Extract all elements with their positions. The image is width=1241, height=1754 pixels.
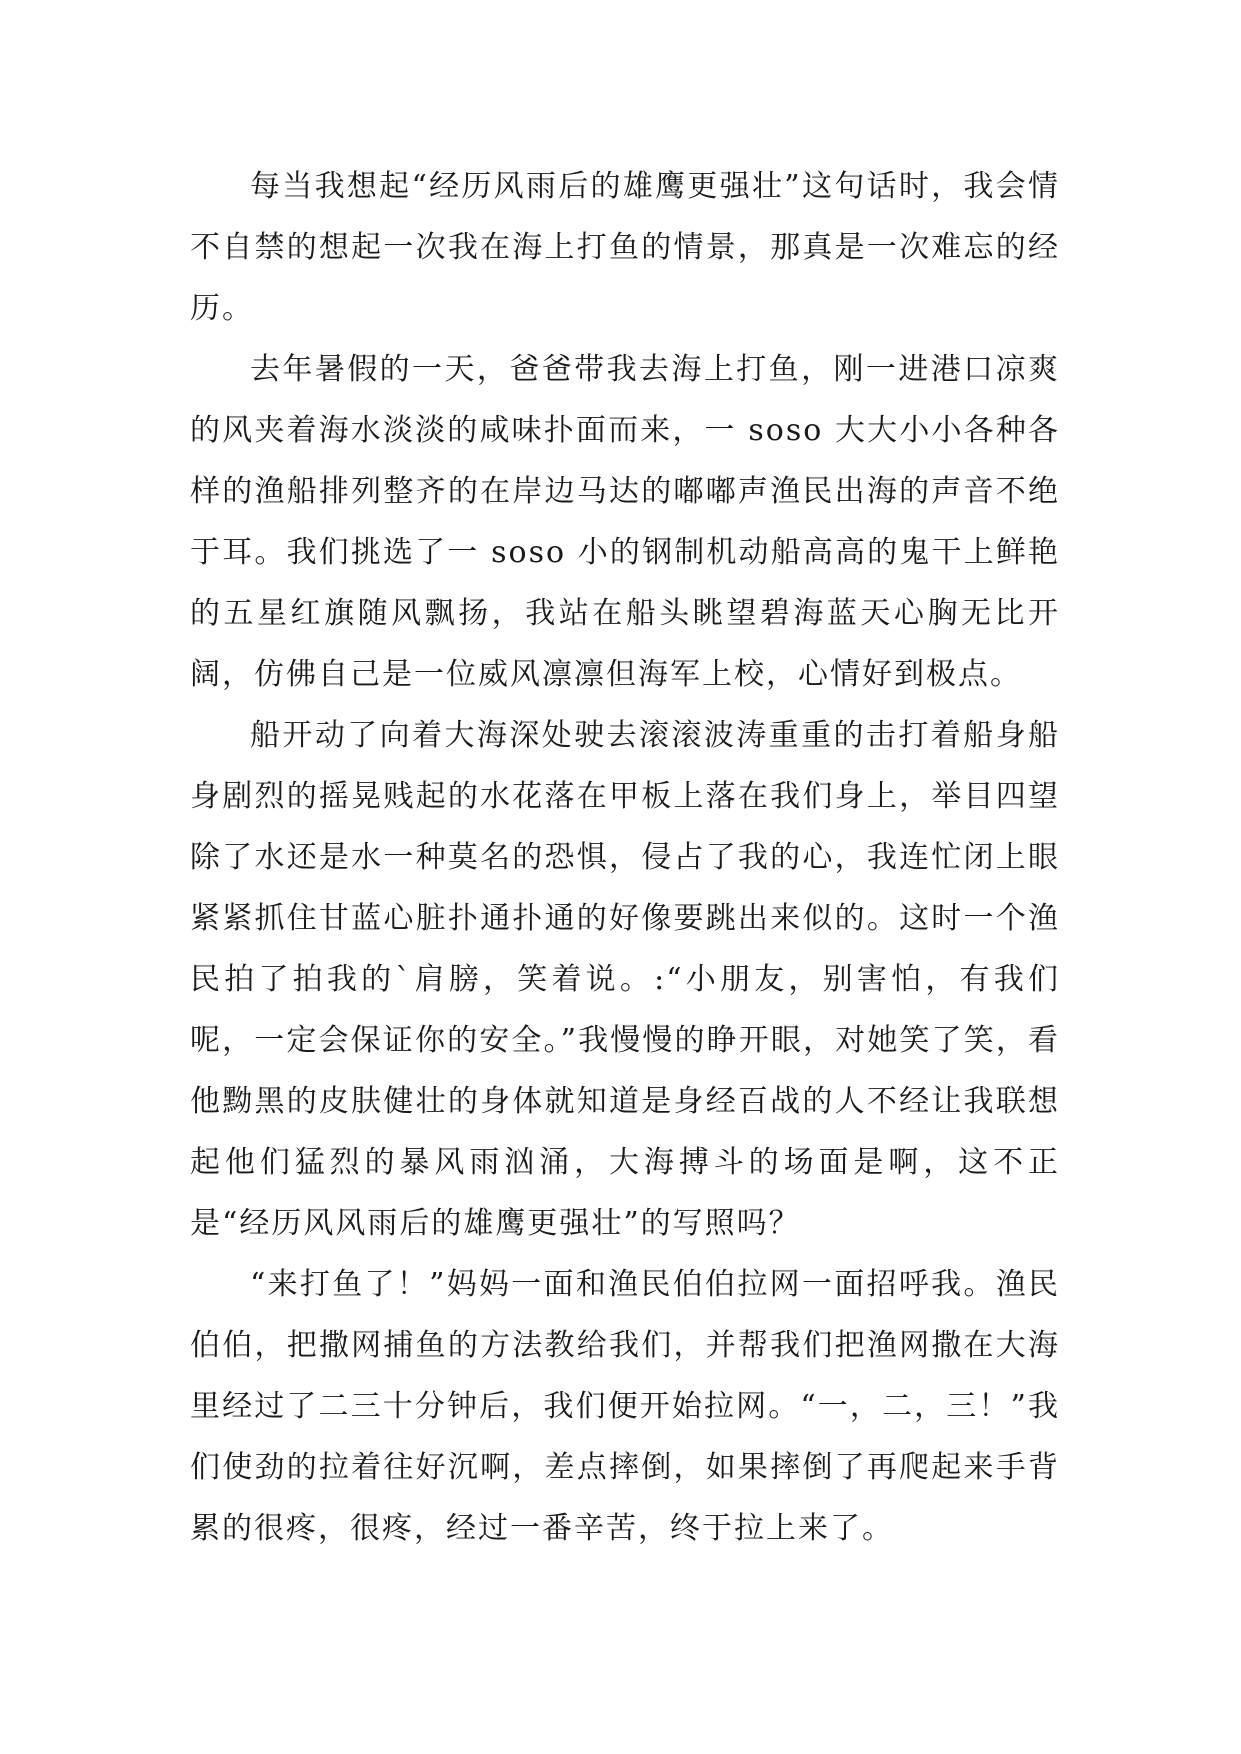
paragraph-3: 船开动了向着大海深处驶去滚滚波涛重重的击打着船身船身剧烈的摇晃贱起的水花落在甲板上落在我们身上，举目四望除了水还是水一种莫名的恐惧，侵占了我的心，我连忙闭上眼紧紧抓住甘蓝心脏扑通扑通的好像要跳出来似的。这时一个渔民拍了拍我的`肩膀，笑着说。:“小朋友，别害怕，有我们呢，一定会保证你的安全。”我慢慢的睁开眼，对她笑了笑，看他黝黑的皮肤健壮的身体就知道是身经百战的人不经让我联想起他们猛烈的暴风雨汹涌，大海搏斗的场面是啊，这不正是“经历风风雨后的雄鹰更强壮”的写照吗？ (190, 718, 1060, 1241)
paragraph-4: “来打鱼了！”妈妈一面和渔民伯伯拉网一面招呼我。渔民伯伯，把撒网捕鱼的方法教给我们，并帮我们把渔网撒在大海里经过了二三十分钟后，我们便开始拉网。“一，二，三！”我们使劲的拉着往好沉啊，差点摔倒，如果摔倒了再爬起来手背累的很疼，很疼，经过一番辛苦，终于拉上来了。 (190, 1267, 1060, 1546)
paragraph-1: 每当我想起“经历风雨后的雄鹰更强壮”这句话时，我会情不自禁的想起一次我在海上打鱼的情景，那真是一次难忘的经历。 (190, 169, 1060, 326)
document-body (190, 156, 1060, 1559)
paragraph-2: 去年暑假的一天，爸爸带我去海上打鱼，刚一进港口凉爽的风夹着海水淡淡的咸味扑面而来，一 soso 大大小小各种各样的渔船排列整齐的在岸边马达的嘟嘟声渔民出海的声音不绝于耳。我们挑选了一 soso 小的钢制机动船高高的鬼干上鲜艳的五星红旗随风飘扬，我站在船头眺望碧海蓝天心胸无比开阔，仿佛自己是一位威风凛凛但海军上校，心情好到极点。 (190, 352, 1060, 692)
